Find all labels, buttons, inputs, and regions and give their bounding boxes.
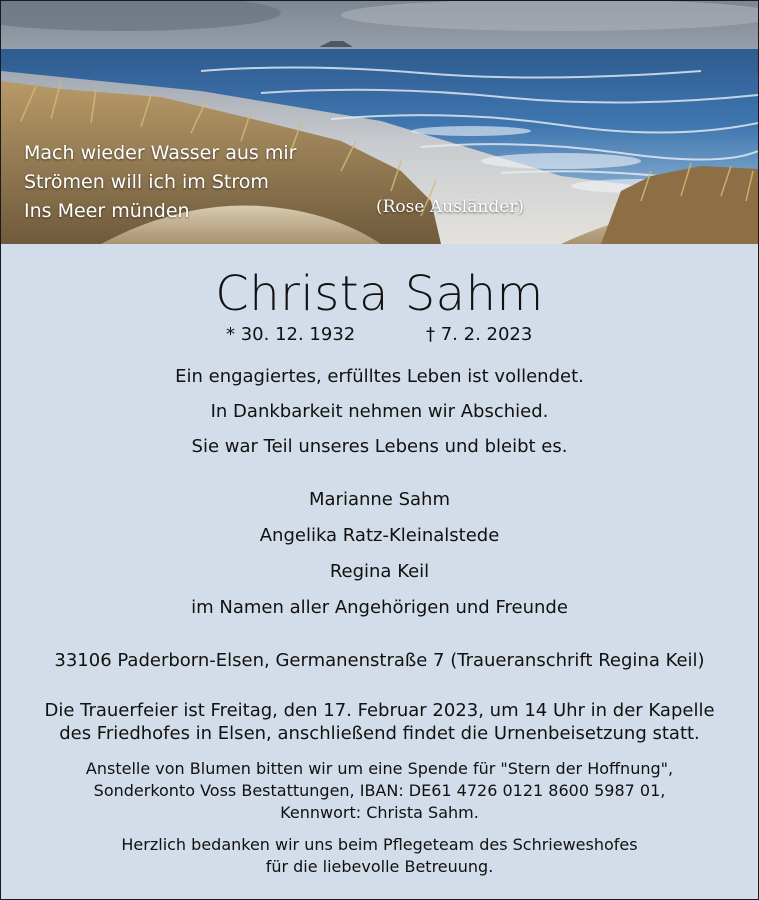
donation-line: Sonderkonto Voss Bestattungen, IBAN: DE61 4726 0121 8600 5987 01,: [93, 781, 666, 800]
message-line: Sie war Teil unseres Lebens und bleibt es.: [191, 436, 568, 457]
ceremony-line: des Friedhofes in Elsen, anschließend findet die Urnenbeisetzung statt.: [59, 723, 700, 744]
poem-line: Ins Meer münden: [24, 200, 190, 222]
poem-line: Mach wieder Wasser aus mir: [24, 142, 297, 164]
deceased-name: Christa Sahm: [215, 266, 544, 322]
message-line: Ein engagiertes, erfülltes Leben ist vollendet.: [175, 366, 584, 387]
mourning-address: 33106 Paderborn-Elsen, Germanenstraße 7 (Traueranschrift Regina Keil): [54, 650, 705, 671]
poem-author: (Rose Ausländer): [376, 197, 525, 217]
mourner-name: Angelika Ratz-Kleinalstede: [259, 525, 500, 546]
message-line: In Dankbarkeit nehmen wir Abschied.: [210, 401, 549, 422]
donation-line: Kennwort: Christa Sahm.: [280, 803, 479, 822]
birth-date: * 30. 12. 1932: [226, 324, 356, 345]
poem-quote: [24, 139, 296, 226]
poem-line: Strömen will ich im Strom: [24, 171, 269, 193]
death-date: † 7. 2. 2023: [426, 324, 533, 345]
ceremony-line: Die Trauerfeier ist Freitag, den 17. Februar 2023, um 14 Uhr in der Kapelle: [44, 700, 715, 721]
thanks-line: Herzlich bedanken wir uns beim Pflegeteam des Schrieweshofes: [121, 835, 638, 854]
dune-sea-photo: [1, 1, 758, 244]
mourners-note: im Namen aller Angehörigen und Freunde: [191, 597, 568, 618]
donation-line: Anstelle von Blumen bitten wir um eine Spende für "Stern der Hoffnung",: [85, 759, 674, 778]
thanks-line: für die liebevolle Betreuung.: [265, 857, 494, 876]
mourner-name: Marianne Sahm: [308, 489, 450, 510]
mourner-name: Regina Keil: [329, 561, 430, 582]
